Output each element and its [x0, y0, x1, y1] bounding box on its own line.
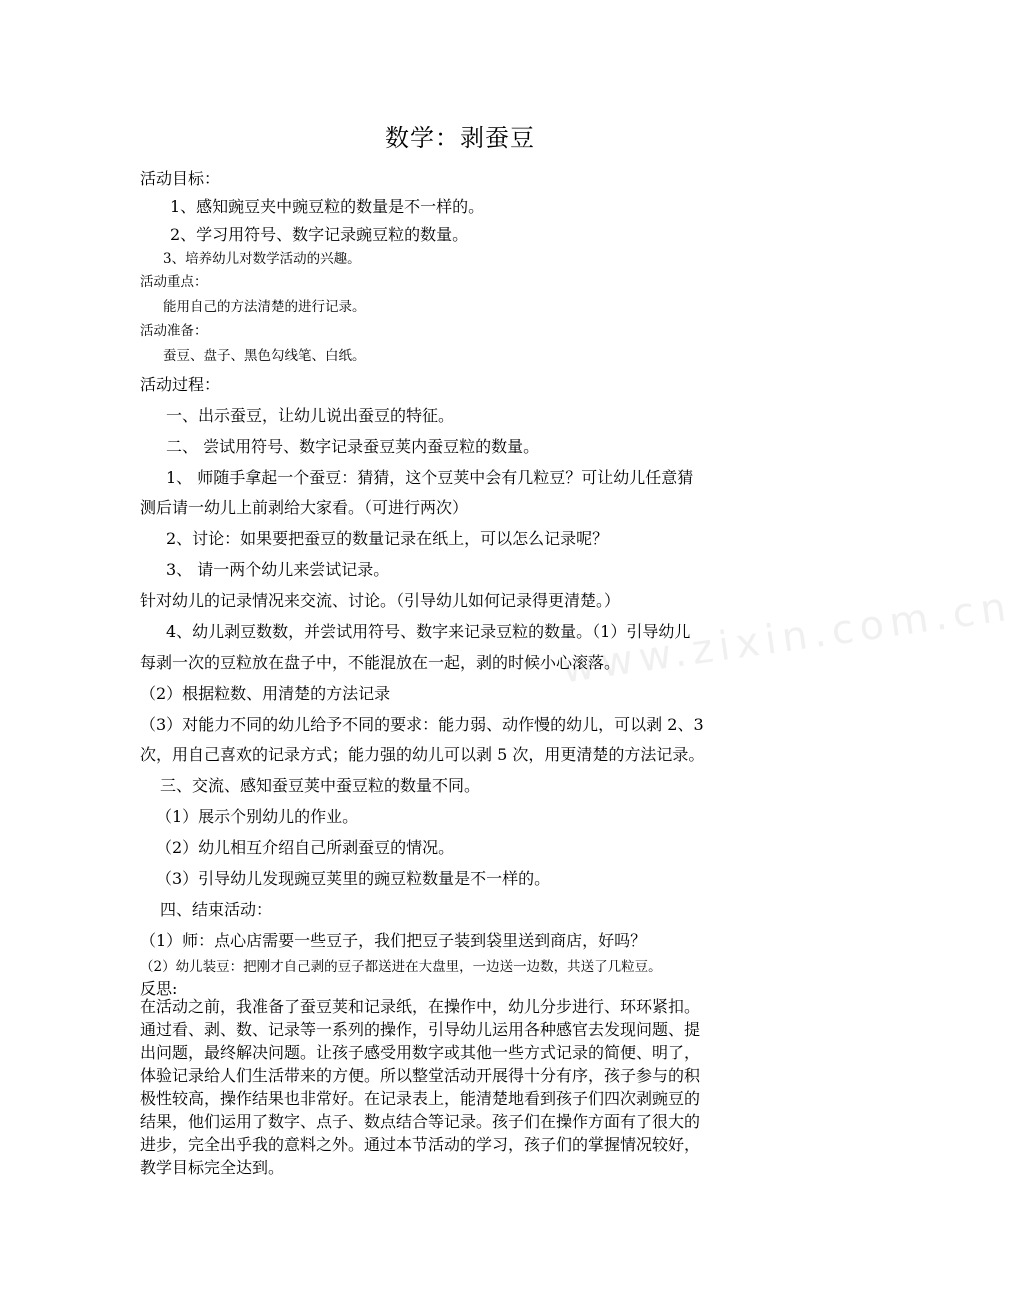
goal-2: 2、学习用符号、数字记录豌豆粒的数量。: [170, 225, 469, 244]
process-step-8: （2）根据粒数、用清楚的方法记录: [140, 684, 391, 703]
reflection-line: 出问题，最终解决问题。让孩子感受用数字或其他一些方式记录的简便、明了，: [140, 1043, 701, 1062]
reflection-line: 结果，他们运用了数字、点子、数点结合等记录。孩子们在操作方面有了很大的: [140, 1112, 701, 1131]
process-step-4: 2、讨论：如果要把蚕豆的数量记录在纸上，可以怎么记录呢？: [166, 529, 609, 548]
page-title: 数学：剥蚕豆: [385, 124, 535, 152]
prep-heading: 活动准备：: [140, 323, 208, 339]
process-heading: 活动过程：: [140, 375, 221, 394]
process-step-14: 四、结束活动：: [160, 900, 273, 919]
process-step-9a: （3）对能力不同的幼儿给予不同的要求：能力弱、动作慢的幼儿，可以剥 2、3: [140, 715, 704, 734]
process-step-16: （2）幼儿装豆：把刚才自己剥的豆子都送进在大盘里，一边送一边数，共送了几粒豆。: [140, 959, 662, 975]
process-step-7b: 每剥一次的豆粒放在盘子中，不能混放在一起，剥的时候小心滚落。: [140, 653, 621, 672]
process-step-11: （1）展示个别幼儿的作业。: [156, 807, 359, 826]
reflection-line: 极性较高，操作结果也非常好。在记录表上，能清楚地看到孩子们四次剥豌豆的: [140, 1089, 701, 1108]
goal-3: 3、培养幼儿对数学活动的兴趣。: [163, 251, 361, 267]
reflection-heading: 反思:: [140, 979, 178, 998]
watermark: www.zixin.com.cn: [559, 583, 1015, 693]
process-step-9b: 次，用自己喜欢的记录方式；能力强的幼儿可以剥 5 次，用更清楚的方法记录。: [140, 745, 705, 764]
process-step-10: 三、交流、感知蚕豆荚中蚕豆粒的数量不同。: [160, 776, 481, 795]
process-step-12: （2）幼儿相互介绍自己所剥蚕豆的情况。: [156, 838, 455, 857]
focus-heading: 活动重点：: [140, 274, 208, 290]
reflection-paragraph: [140, 995, 780, 1179]
reflection-line: 教学目标完全达到。: [140, 1158, 285, 1177]
process-step-13: （3）引导幼儿发现豌豆荚里的豌豆粒数量是不一样的。: [156, 869, 551, 888]
process-step-6: 针对幼儿的记录情况来交流、讨论。（引导幼儿如何记录得更清楚。）: [140, 591, 621, 610]
reflection-line: 在活动之前，我准备了蚕豆荚和记录纸，在操作中，幼儿分步进行、环环紧扣。: [140, 997, 701, 1016]
goals-heading: 活动目标：: [140, 169, 221, 188]
process-step-2: 二、 尝试用符号、数字记录蚕豆荚内蚕豆粒的数量。: [166, 437, 540, 456]
reflection-line: 通过看、剥、数、记录等一系列的操作，引导幼儿运用各种感官去发现问题、提: [140, 1020, 701, 1039]
process-step-5: 3、 请一两个幼儿来尝试记录。: [166, 560, 390, 579]
prep-text: 蚕豆、盘子、黑色勾线笔、白纸。: [163, 348, 366, 364]
process-step-3a: 1、 师随手拿起一个蚕豆：猜猜，这个豆荚中会有几粒豆？可让幼儿任意猜: [166, 468, 694, 487]
process-step-3b: 测后请一幼儿上前剥给大家看。（可进行两次）: [140, 498, 469, 517]
process-step-15: （1）师：点心店需要一些豆子，我们把豆子装到袋里送到商店，好吗？: [140, 931, 647, 950]
process-step-7a: 4、幼儿剥豆数数，并尝试用符号、数字来记录豆粒的数量。（1）引导幼儿: [166, 622, 691, 641]
process-step-1: 一、出示蚕豆，让幼儿说出蚕豆的特征。: [166, 406, 455, 425]
reflection-line: 进步，完全出乎我的意料之外。通过本节活动的学习，孩子们的掌握情况较好，: [140, 1135, 701, 1154]
reflection-line: 体验记录给人们生活带来的方便。所以整堂活动开展得十分有序，孩子参与的积: [140, 1066, 701, 1085]
focus-text: 能用自己的方法清楚的进行记录。: [163, 299, 366, 315]
goal-1: 1、感知豌豆夹中豌豆粒的数量是不一样的。: [170, 197, 485, 216]
